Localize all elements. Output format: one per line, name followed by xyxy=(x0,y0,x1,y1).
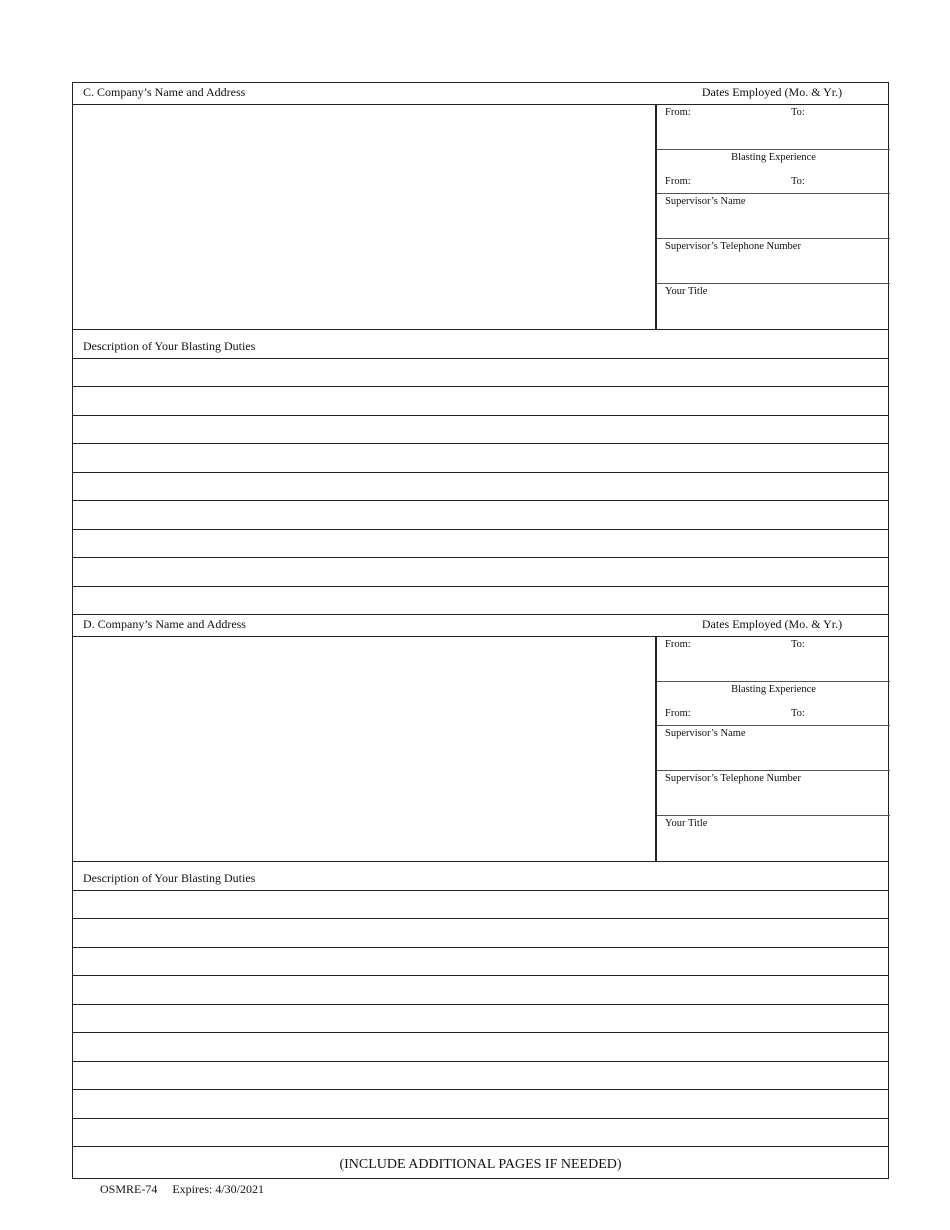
supervisor-name-field[interactable] xyxy=(657,726,890,771)
description-line-field[interactable] xyxy=(73,530,888,558)
description-line-field[interactable] xyxy=(73,1090,888,1119)
description-header xyxy=(73,862,888,891)
description-line-field[interactable] xyxy=(73,891,888,919)
employer-section-d xyxy=(73,615,888,1147)
to-label: To: xyxy=(791,176,805,187)
to-label: To: xyxy=(791,639,805,650)
description-line-field[interactable] xyxy=(73,948,888,976)
description-line-field[interactable] xyxy=(73,558,888,587)
description-line-field[interactable] xyxy=(73,359,888,387)
form-footer xyxy=(100,1182,264,1197)
expiration-date: Expires: 4/30/2021 xyxy=(172,1182,265,1196)
dates-employed-label: Dates Employed (Mo. & Yr.) xyxy=(701,85,843,99)
description-line-field[interactable] xyxy=(73,1033,888,1062)
description-line-field[interactable] xyxy=(73,587,888,615)
description-label: Description of Your Blasting Duties xyxy=(83,339,256,353)
description-line-field[interactable] xyxy=(73,416,888,444)
description-label: Description of Your Blasting Duties xyxy=(83,871,256,885)
description-header xyxy=(73,330,888,359)
description-line-field[interactable] xyxy=(73,1119,888,1147)
additional-pages-note: (INCLUDE ADDITIONAL PAGES IF NEEDED) xyxy=(73,1147,888,1179)
supervisor-phone-label: Supervisor’s Telephone Number xyxy=(665,773,801,784)
dates-employed-field[interactable] xyxy=(657,105,890,150)
section-header xyxy=(73,83,888,105)
to-label: To: xyxy=(791,107,805,118)
from-label: From: xyxy=(665,176,691,187)
supervisor-name-field[interactable] xyxy=(657,194,890,239)
your-title-field[interactable] xyxy=(657,284,890,329)
company-address-field[interactable] xyxy=(73,637,655,861)
supervisor-name-label: Supervisor’s Name xyxy=(665,196,746,207)
description-line-field[interactable] xyxy=(73,501,888,530)
to-label: To: xyxy=(791,708,805,719)
blasting-experience-label: Blasting Experience xyxy=(731,684,816,695)
blasting-experience-field[interactable] xyxy=(657,150,890,194)
employer-section-c xyxy=(73,83,888,615)
dates-employed-label: Dates Employed (Mo. & Yr.) xyxy=(701,617,843,631)
from-label: From: xyxy=(665,708,691,719)
description-line-field[interactable] xyxy=(73,1005,888,1033)
description-lines xyxy=(73,891,888,1147)
description-line-field[interactable] xyxy=(73,1062,888,1090)
company-address-field[interactable] xyxy=(73,105,655,329)
supervisor-name-label: Supervisor’s Name xyxy=(665,728,746,739)
section-header xyxy=(73,615,888,637)
description-line-field[interactable] xyxy=(73,387,888,416)
dates-employed-field[interactable] xyxy=(657,637,890,682)
your-title-label: Your Title xyxy=(665,818,708,829)
supervisor-phone-field[interactable] xyxy=(657,771,890,816)
description-line-field[interactable] xyxy=(73,919,888,948)
your-title-label: Your Title xyxy=(665,286,708,297)
company-name-label: C. Company’s Name and Address xyxy=(83,85,246,99)
description-lines xyxy=(73,359,888,615)
employment-form xyxy=(72,82,889,1179)
description-line-field[interactable] xyxy=(73,473,888,501)
description-line-field[interactable] xyxy=(73,976,888,1005)
company-name-label: D. Company’s Name and Address xyxy=(83,617,246,631)
blasting-experience-label: Blasting Experience xyxy=(731,152,816,163)
from-label: From: xyxy=(665,639,691,650)
your-title-field[interactable] xyxy=(657,816,890,861)
supervisor-phone-label: Supervisor’s Telephone Number xyxy=(665,241,801,252)
description-line-field[interactable] xyxy=(73,444,888,473)
from-label: From: xyxy=(665,107,691,118)
form-number: OSMRE-74 xyxy=(100,1182,158,1196)
blasting-experience-field[interactable] xyxy=(657,682,890,726)
supervisor-phone-field[interactable] xyxy=(657,239,890,284)
